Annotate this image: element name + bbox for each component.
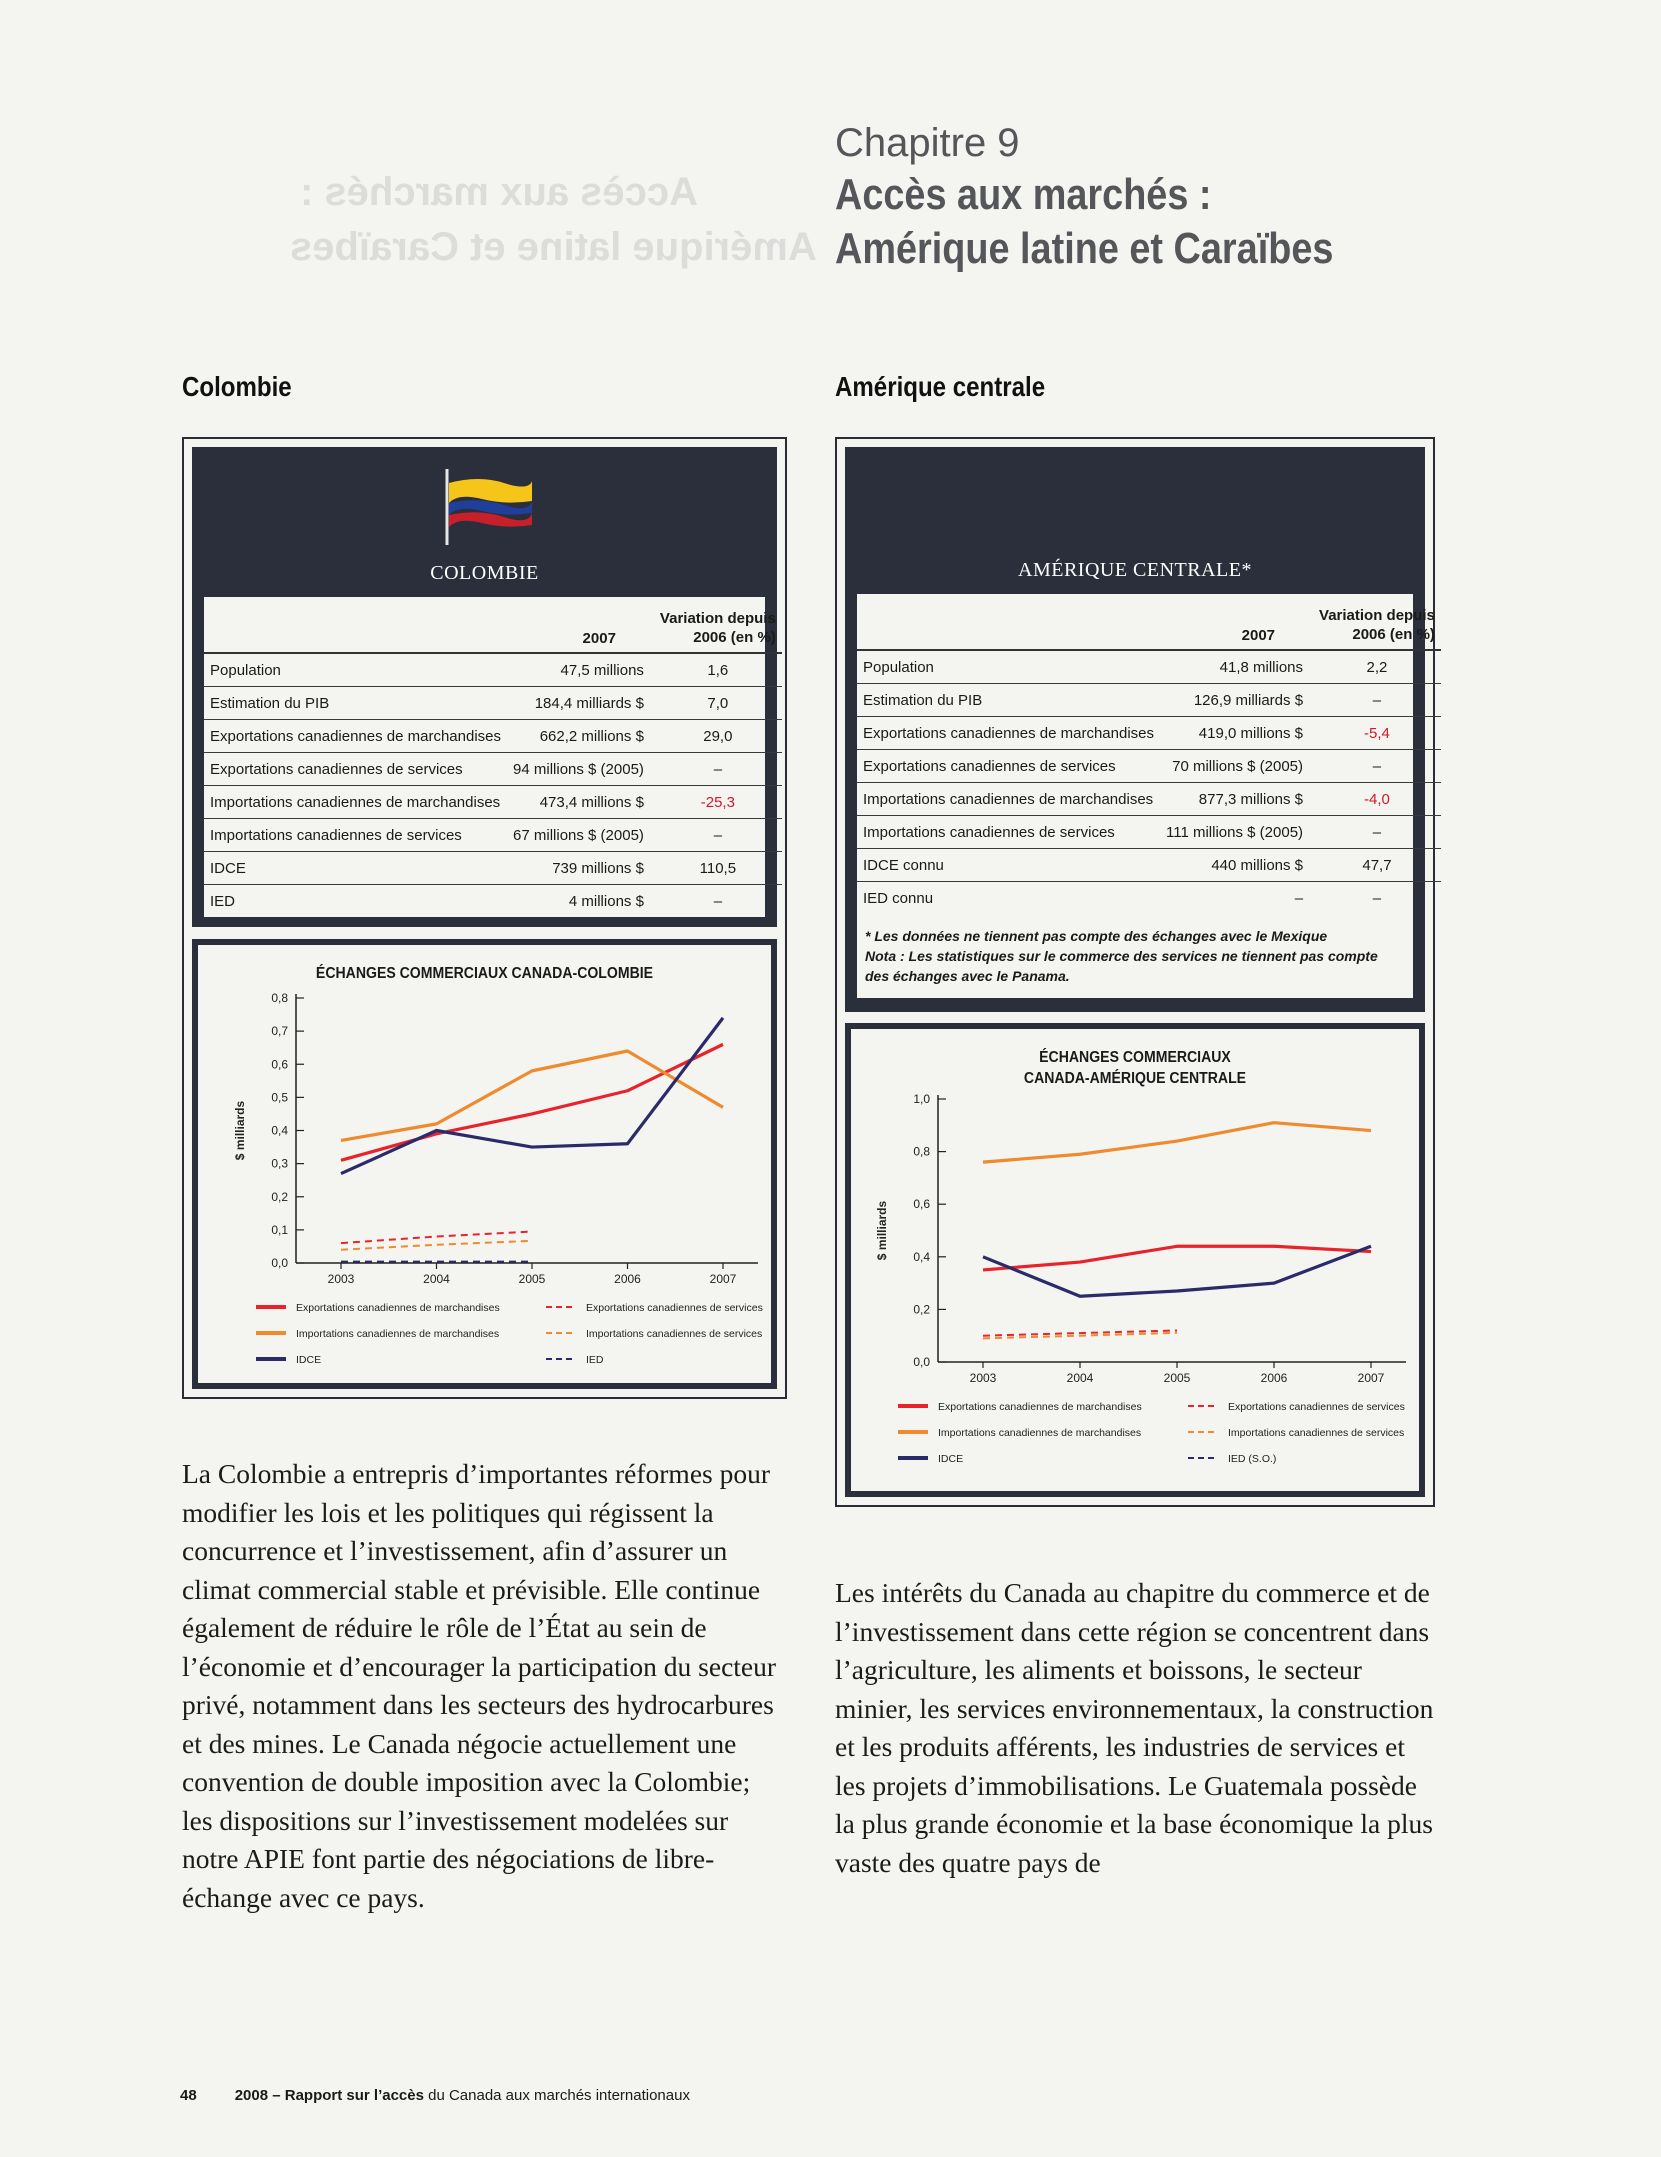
series-line: [983, 1246, 1371, 1296]
legend-label: Exportations canadiennes de marchandises: [938, 1401, 1142, 1413]
x-tick-label: 2007: [709, 1272, 737, 1286]
row-label: Estimation du PIB: [857, 684, 1160, 717]
row-change: –: [654, 819, 782, 852]
y-tick-label: 0,2: [271, 1189, 288, 1204]
chapter-title-line2: Amérique latine et Caraïbes: [835, 224, 1334, 273]
row-label: IED: [210, 892, 236, 910]
series-line: [983, 1123, 1371, 1162]
section-heading-amerique-centrale: Amérique centrale: [835, 371, 1046, 402]
legend-label: Importations canadiennes de marchandises: [938, 1427, 1142, 1439]
table-row: [857, 849, 1441, 882]
row-label: Exportations canadiennes de services: [204, 753, 507, 786]
x-tick-label: 2006: [1260, 1371, 1288, 1385]
amerique-trade-chart: [851, 1029, 1419, 1491]
table-row: [204, 819, 782, 852]
x-tick-label: 2003: [327, 1272, 355, 1286]
table-row: [204, 753, 782, 786]
legend-label: Exportations canadiennes de services: [1228, 1401, 1405, 1413]
amerique-caption: AMÉRIQUE CENTRALE*: [1018, 559, 1252, 581]
footer-title-rest: du Canada aux marchés internationaux: [423, 2087, 690, 2104]
amerique-stats-table: [857, 594, 1435, 998]
row-value-2007: 70 millions $ (2005): [1160, 750, 1313, 783]
row-label: IED connu: [863, 889, 934, 907]
amerique-chart-panel: [845, 1023, 1425, 1497]
y-tick-label: 0,2: [913, 1302, 930, 1317]
col-header-2007: 2007: [1160, 594, 1313, 650]
row-label: Exportations canadiennes de marchandises: [857, 717, 1160, 750]
row-value-2007: 440 millions $: [1160, 849, 1313, 882]
y-tick-label: 0,0: [271, 1256, 288, 1270]
row-label: Importations canadiennes de services: [204, 819, 507, 852]
table-row: [204, 720, 782, 753]
row-change: 1,6: [654, 653, 782, 687]
table-row: [204, 653, 782, 687]
amerique-dark-panel: [845, 447, 1435, 1012]
legend-label: IDCE: [938, 1453, 964, 1465]
row-label: Importations canadiennes de marchandises: [857, 783, 1160, 816]
chapter-title-line1: Accès aux marchés :: [835, 170, 1212, 219]
legend-label: Exportations canadiennes de services: [586, 1302, 763, 1314]
x-tick-label: 2004: [423, 1272, 450, 1286]
row-change: -4,0: [1313, 783, 1441, 816]
y-tick-label: 0,7: [271, 1024, 288, 1039]
row-change: 2,2: [1313, 650, 1441, 684]
colombie-caption: COLOMBIE: [430, 562, 539, 584]
row-label: Population: [857, 650, 1160, 684]
section-heading-colombie: Colombie: [182, 371, 292, 402]
row-value-2007: 473,4 millions $: [507, 786, 654, 819]
legend-label: IED: [586, 1354, 604, 1366]
row-change: –: [1313, 684, 1441, 717]
y-tick-label: 0,4: [913, 1249, 930, 1264]
x-tick-label: 2006: [614, 1272, 641, 1286]
series-line: [341, 1241, 532, 1250]
table-header-row: [857, 594, 1441, 650]
row-value-2007: 67 millions $ (2005): [507, 819, 654, 852]
y-axis-title: $ milliards: [233, 1100, 247, 1161]
series-line: [341, 1018, 723, 1174]
footer-title-bold: 2008 – Rapport sur l’accès: [234, 2087, 424, 2104]
row-label: Exportations canadiennes de services: [857, 750, 1160, 783]
x-tick-label: 2005: [518, 1272, 546, 1286]
table-row: [857, 750, 1441, 783]
row-change: –: [654, 753, 782, 786]
row-change: 7,0: [654, 687, 782, 720]
y-tick-label: 0,5: [271, 1090, 288, 1105]
col-header-variation: Variation depuis 2006 (en %): [654, 597, 782, 653]
y-tick-label: 0,1: [271, 1222, 288, 1237]
page-footer: [180, 2087, 690, 2104]
chapter-number: Chapitre 9: [835, 121, 1020, 165]
amerique-chart-title: ÉCHANGES COMMERCIAUX CANADA-AMÉRIQUE CENTRALE: [1023, 1049, 1247, 1087]
row-label: IDCE connu: [857, 849, 1160, 882]
colombie-fact-box: [182, 437, 787, 1399]
table-row: [857, 783, 1441, 816]
table-row: [857, 816, 1441, 849]
table-row: [857, 650, 1441, 684]
table-row: [857, 882, 1441, 915]
row-value-2007: 184,4 milliards $: [507, 687, 654, 720]
table-row: [204, 786, 782, 819]
table-row: [857, 684, 1441, 717]
row-value-2007: 662,2 millions $: [507, 720, 654, 753]
x-tick-label: 2005: [1163, 1371, 1191, 1385]
note-line: * Les données ne tiennent pas compte des échanges avec le Mexique: [865, 928, 1328, 944]
x-tick-label: 2004: [1066, 1371, 1094, 1385]
chapter-heading: [835, 118, 1595, 276]
show-through-text: Accès aux marchés :: [300, 170, 699, 214]
table-header-row: [204, 597, 782, 653]
y-tick-label: 0,0: [913, 1355, 930, 1369]
legend-label: IDCE: [296, 1354, 322, 1366]
row-label: Importations canadiennes de marchandises: [204, 786, 507, 819]
y-tick-label: 1,0: [913, 1092, 930, 1106]
page-number: 48: [180, 2087, 197, 2104]
legend-label: Importations canadiennes de services: [586, 1328, 763, 1340]
table-row: [204, 852, 782, 885]
amerique-fact-box: [835, 437, 1435, 1507]
row-change: 47,7: [1313, 849, 1441, 882]
row-change: -5,4: [1313, 717, 1441, 750]
row-label: Exportations canadiennes de marchandises: [204, 720, 507, 753]
row-change: –: [713, 892, 723, 910]
row-change: -25,3: [654, 786, 782, 819]
y-axis-title: $ milliards: [875, 1200, 889, 1261]
note-line: Nota : Les statistiques sur le commerce des services ne tiennent pas compte: [865, 948, 1378, 964]
row-value-2007: 419,0 millions $: [1160, 717, 1313, 750]
x-tick-label: 2003: [969, 1371, 997, 1385]
row-label: Estimation du PIB: [204, 687, 507, 720]
row-change: –: [1313, 750, 1441, 783]
row-value-2007: 877,3 millions $: [1160, 783, 1313, 816]
row-change: –: [1313, 816, 1441, 849]
show-through-text: Amérique latine et Caraïbes: [290, 225, 817, 269]
row-value-2007: 94 millions $ (2005): [507, 753, 654, 786]
series-line: [341, 1044, 723, 1160]
colombie-dark-panel: [192, 447, 777, 927]
series-line: [983, 1246, 1371, 1270]
table-row: [204, 885, 782, 918]
y-tick-label: 0,6: [913, 1197, 930, 1212]
note-line: des échanges avec le Panama.: [865, 968, 1070, 984]
row-label: Importations canadiennes de services: [857, 816, 1160, 849]
row-change: 110,5: [654, 852, 782, 885]
amerique-note: [865, 926, 1405, 986]
x-tick-label: 2007: [1357, 1371, 1385, 1385]
row-value-2007: 47,5 millions: [507, 653, 654, 687]
amerique-paragraph: Les intérêts du Canada au chapitre du commerce et de l’investissement dans cette région se concentrent dans l’agriculture, les aliments et boissons, le secteur minier, les services environnementaux, la construction et les produits afférents, les industries de services et les projets d’immobilisations. Le Guatemala possède la plus grande économie et la base économique la plus vaste des quatre pays de: [835, 1577, 1434, 1878]
legend-label: Exportations canadiennes de marchandises: [296, 1302, 500, 1314]
y-tick-label: 0,8: [913, 1144, 930, 1159]
colombie-stats-table: [204, 597, 776, 917]
row-label: Population: [204, 653, 507, 687]
row-value-2007: 739 millions $: [507, 852, 654, 885]
row-value-2007: –: [1294, 889, 1304, 907]
colombie-paragraph: La Colombie a entrepris d’importantes réformes pour modifier les lois et les politiques qui régissent la concurrence et l’investissement, afin d’assurer un climat commercial stable et prévisible. Elle continue également de réduire le rôle de l’État au sein de l’économie et d’encourager la participation du secteur privé, notamment dans les secteurs des hydrocarbures et des mines. Le Canada négocie actuellement une convention de double imposition avec la Colombie; les dispositions sur l’investissement modelées sur notre APIE font partie des négociations de libre-échange avec ce pays.: [182, 1458, 777, 1913]
row-change: 29,0: [654, 720, 782, 753]
col-header-2007: 2007: [507, 597, 654, 653]
row-label: IDCE: [204, 852, 507, 885]
legend-label: Importations canadiennes de services: [1228, 1427, 1405, 1439]
y-tick-label: 0,4: [271, 1123, 288, 1138]
y-tick-label: 0,8: [271, 991, 288, 1005]
legend-label: Importations canadiennes de marchandises: [296, 1328, 500, 1340]
row-value-2007: 41,8 millions: [1160, 650, 1313, 684]
row-change: –: [1372, 889, 1382, 907]
y-tick-label: 0,6: [271, 1057, 288, 1072]
colombie-chart-title: ÉCHANGES COMMERCIAUX CANADA-COLOMBIE: [315, 965, 654, 982]
row-value-2007: 111 millions $ (2005): [1160, 816, 1313, 849]
row-value-2007: 126,9 milliards $: [1160, 684, 1313, 717]
colombia-flag-icon: [444, 467, 534, 547]
table-row: [204, 687, 782, 720]
row-value-2007: 4 millions $: [568, 892, 644, 910]
y-tick-label: 0,3: [271, 1156, 288, 1171]
colombie-trade-chart: [198, 945, 771, 1383]
legend-label: IED (S.O.): [1228, 1453, 1277, 1465]
table-row: [857, 717, 1441, 750]
colombie-chart-panel: [192, 939, 777, 1389]
col-header-variation: Variation depuis 2006 (en %): [1313, 594, 1441, 650]
